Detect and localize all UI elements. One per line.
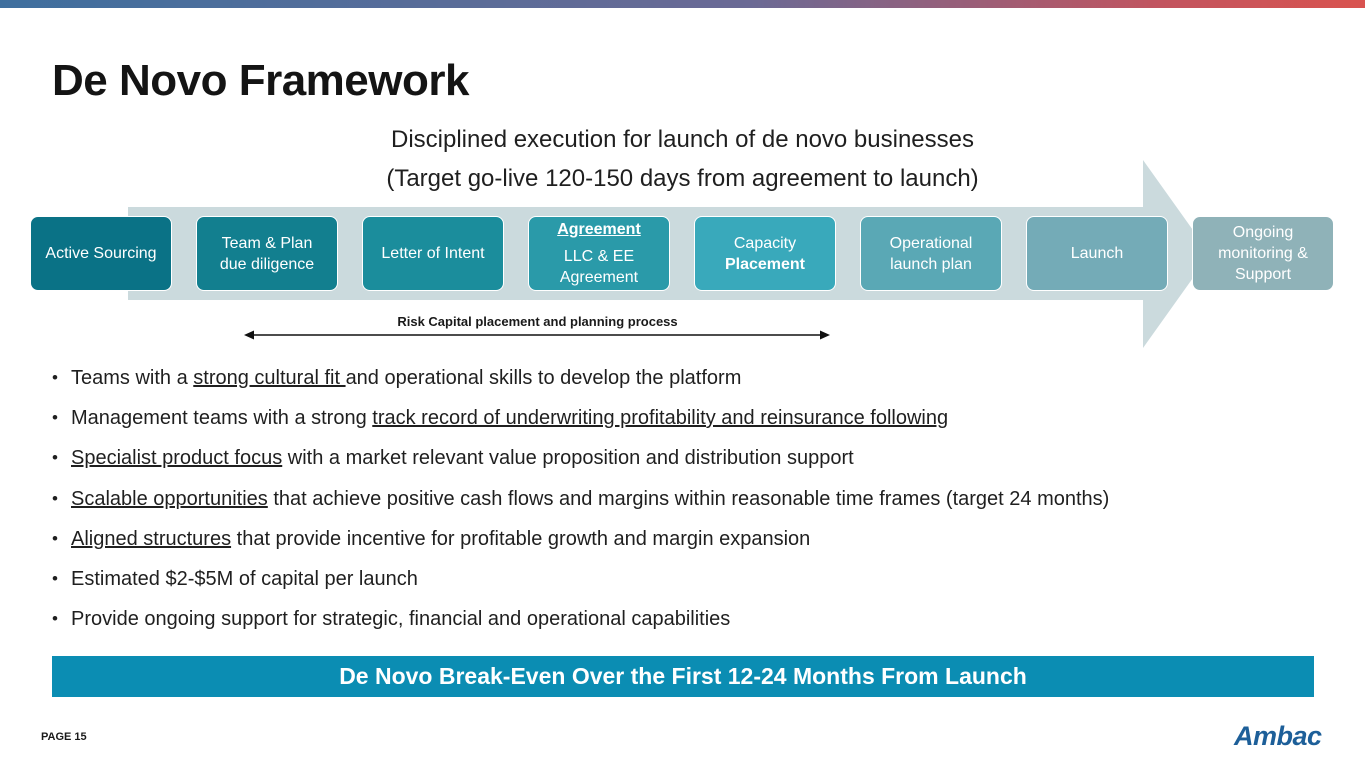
bullet-text: and operational skills to develop the platform xyxy=(345,367,742,389)
step-label: Agreement xyxy=(559,269,639,286)
step-launch xyxy=(1026,216,1168,291)
step-label: Operational xyxy=(889,234,973,252)
step-label: Capacity xyxy=(733,234,797,252)
step-active-sourcing xyxy=(30,216,172,291)
risk-capital-span-arrow xyxy=(244,331,830,340)
bullet-emphasis: Scalable opportunities xyxy=(71,487,268,510)
subtitle-line-2: (Target go-live 120-150 days from agreement to launch) xyxy=(386,165,979,192)
step-label: Team & Plan xyxy=(221,234,313,252)
step-agreement xyxy=(528,216,670,291)
step-label: Support xyxy=(1234,266,1292,283)
step-ongoing-monitoring xyxy=(1192,216,1334,291)
subtitle-line-1: Disciplined execution for launch of de novo businesses xyxy=(390,126,975,153)
risk-capital-label: Risk Capital placement and planning process xyxy=(397,314,678,329)
bullet-item xyxy=(52,479,1109,519)
bullet-item xyxy=(52,358,1109,398)
bullet-text: Management teams with a strong xyxy=(71,407,373,430)
step-label: due diligence xyxy=(219,255,315,273)
bullet-text: Estimated $2-$5M of capital per launch xyxy=(71,568,418,591)
ambac-logo: Ambac xyxy=(1234,721,1322,751)
banner-text: De Novo Break-Even Over the First 12-24 Months From Launch xyxy=(339,663,1027,689)
step-label: Placement xyxy=(724,255,806,273)
bullet-item xyxy=(52,519,1109,559)
bullet-emphasis: Aligned structures xyxy=(71,527,232,550)
bullet-text: Provide ongoing support for strategic, financial and operational capabilities xyxy=(71,608,731,631)
step-capacity-placement xyxy=(694,216,836,291)
bullet-item xyxy=(52,398,1109,438)
bullet-emphasis: track record of underwriting profitability and reinsurance following xyxy=(372,407,949,430)
break-even-banner xyxy=(52,656,1314,697)
page-number: PAGE 15 xyxy=(41,731,87,743)
step-label: LLC & EE xyxy=(563,248,635,265)
bullet-text: that achieve positive cash flows and margins within reasonable time frames (target 24 months) xyxy=(267,487,1110,510)
step-label: Active Sourcing xyxy=(45,245,157,262)
step-label: launch plan xyxy=(890,255,972,273)
bullet-text: Teams with a xyxy=(71,367,194,389)
page-title: De Novo Framework xyxy=(52,56,469,105)
step-heading: Agreement xyxy=(557,221,641,238)
step-operational-launch-plan xyxy=(860,216,1002,291)
bullet-list xyxy=(52,358,1109,639)
bullet-item xyxy=(52,438,1109,478)
bullet-text: that provide incentive for profitable growth and margin expansion xyxy=(231,527,811,550)
bullet-item xyxy=(52,599,1109,639)
step-label: Ongoing xyxy=(1232,224,1294,241)
step-label: monitoring & xyxy=(1218,245,1308,262)
step-letter-of-intent xyxy=(362,216,504,291)
bullet-emphasis: strong cultural fit xyxy=(193,367,346,389)
step-team-plan xyxy=(196,216,338,291)
bullet-emphasis: Specialist product focus xyxy=(71,447,283,470)
bullet-text: with a market relevant value proposition and distribution support xyxy=(282,447,854,470)
bullet-item xyxy=(52,559,1109,599)
step-label: Letter of Intent xyxy=(381,245,485,262)
step-label: Launch xyxy=(1070,245,1124,262)
